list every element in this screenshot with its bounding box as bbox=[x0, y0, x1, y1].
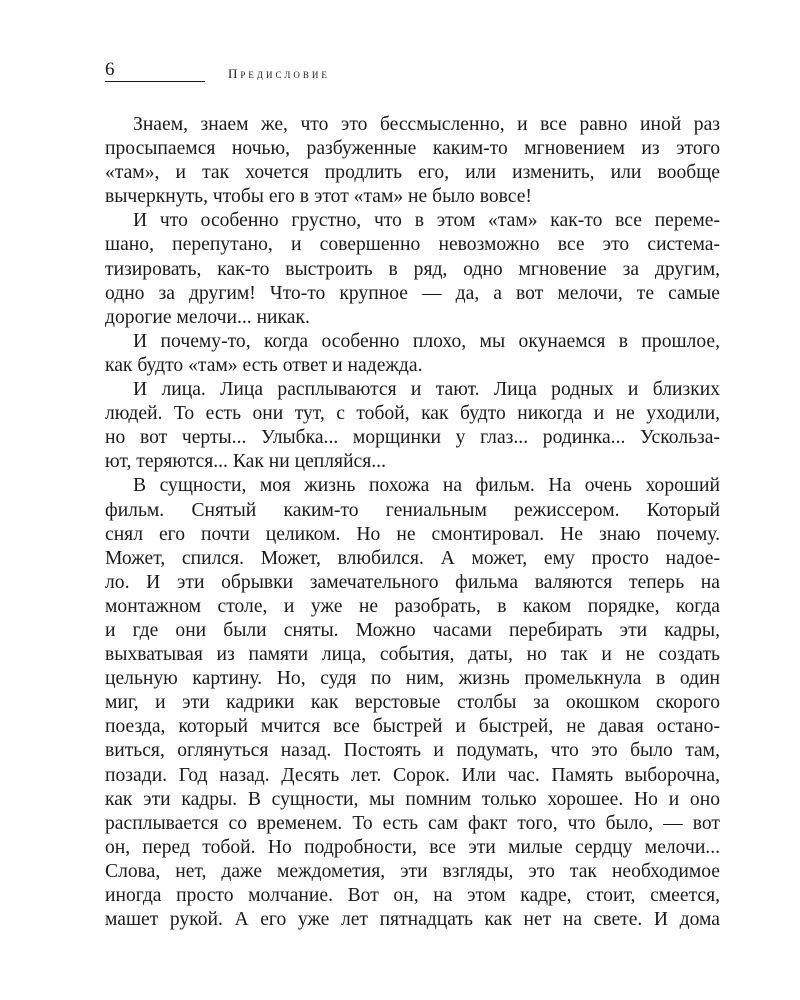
text-line: И лица. Лица расплываются и тают. Лица родных и близких bbox=[133, 379, 720, 401]
text-line: расплывается со временем. То есть сам факт того, что было, — вот bbox=[105, 812, 720, 834]
text-line: поезда, который мчится все быстрей и быстрей, не давая остано- bbox=[105, 716, 720, 738]
text-line: цельную картину. Но, судя по ним, жизнь промелькнула в один bbox=[105, 668, 720, 690]
text-line: как будто «там» есть ответ и надежда. bbox=[105, 354, 423, 376]
text-line: и где они были сняты. Можно часами перебирать эти кадры, bbox=[105, 619, 720, 641]
text-line: миг, и эти кадрики как верстовые столбы за окошком скорого bbox=[105, 692, 720, 714]
text-line: но вот черты... Улыбка... морщинки у глаз... родинка... Ускольза- bbox=[105, 427, 720, 449]
text-line: шано, перепутано, и совершенно невозможно все это система- bbox=[105, 234, 720, 256]
text-line: Знаем, знаем же, что это бессмысленно, и все равно иной раз bbox=[133, 114, 720, 135]
text-line: тизировать, как-то выстроить в ряд, одно мгновение за другим, bbox=[105, 258, 720, 280]
text-line: виться, оглянуться назад. Постоять и подумать, что это было там, bbox=[105, 740, 720, 762]
text-line: «там», и так хочется продлить его, или изменить, или вообще bbox=[105, 162, 720, 184]
text-line: фильм. Снятый каким-то гениальным режиссером. Который bbox=[105, 499, 720, 521]
text-line: выхватывая из памяти лица, события, даты, но так и не создать bbox=[105, 644, 720, 666]
text-line: Может, спился. Может, влюбился. А может, ему просто надое- bbox=[105, 547, 720, 569]
text-line: ют, теряются... Как ни цепляйся... bbox=[105, 451, 386, 473]
text-line: Слова, нет, даже междометия, эти взгляды, это так необходимое bbox=[105, 860, 720, 882]
text-line: просыпаемся ночью, разбуженные каким-то мгновением из этого bbox=[105, 138, 720, 160]
text-line: иногда просто молчание. Вот он, на этом кадре, стоит, смеется, bbox=[105, 885, 720, 906]
text-line: одно за другим! Что-то крупное — да, а вот мелочи, те самые bbox=[105, 282, 720, 304]
text-line: снял его почти целиком. Но не смонтировал. Не знаю почему. bbox=[105, 523, 720, 545]
text-line: машет рукой. А его уже лет пятнадцать как нет на свете. И дома bbox=[105, 909, 720, 931]
text-line: дорогие мелочи... никак. bbox=[105, 306, 310, 328]
text-line: как эти кадры. В сущности, мы помним только хорошее. Но и оно bbox=[105, 788, 720, 810]
header-rule bbox=[105, 81, 205, 82]
text-line: И почему-то, когда особенно плохо, мы окунаемся в прошлое, bbox=[133, 330, 720, 352]
text-line: ло. И эти обрывки замечательного фильма валяются теперь на bbox=[105, 571, 720, 593]
text-line: монтажном столе, и уже не разобрать, в каком порядке, когда bbox=[105, 595, 720, 617]
text-line: он, перед тобой. Но подробности, все эти милые сердцу мелочи... bbox=[105, 836, 720, 858]
page-number: 6 bbox=[105, 59, 115, 80]
text-line: И что особенно грустно, что в этом «там» как-то все переме- bbox=[133, 210, 720, 232]
text-line: позади. Год назад. Десять лет. Сорок. Или час. Память выборочна, bbox=[105, 764, 720, 786]
body-text bbox=[105, 113, 720, 932]
text-line: В сущности, моя жизнь похожа на фильм. На очень хороший bbox=[133, 475, 720, 497]
text-line: людей. То есть они тут, с тобой, как будто никогда и не уходили, bbox=[105, 403, 720, 425]
section-title: Предисловие bbox=[228, 66, 330, 81]
running-head bbox=[105, 58, 720, 86]
text-line: вычеркнуть, чтобы его в этот «там» не было вовсе! bbox=[105, 186, 532, 208]
